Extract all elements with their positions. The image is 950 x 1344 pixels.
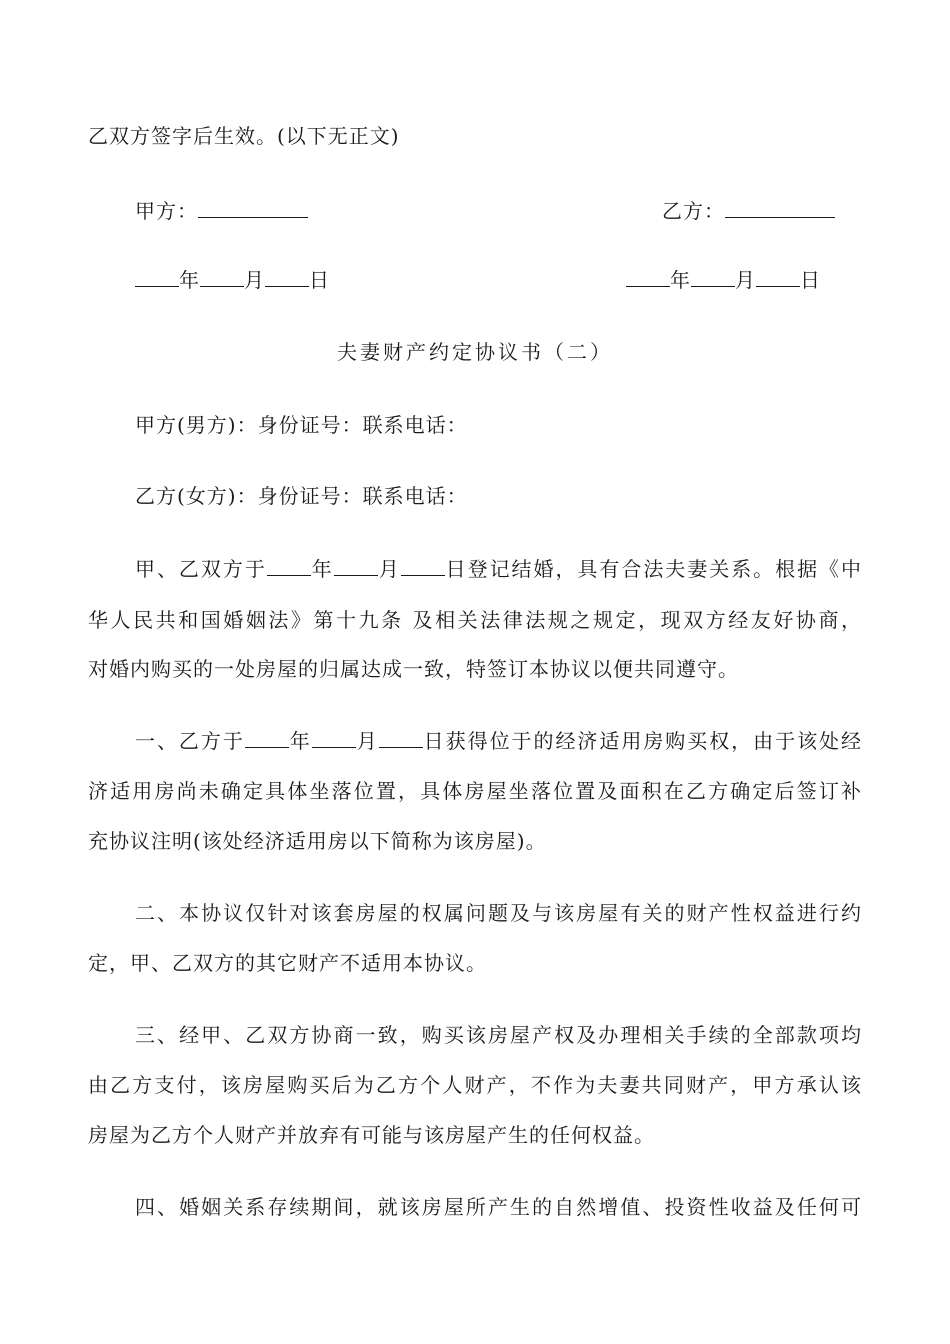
date-blank	[200, 266, 244, 287]
party-b-signature-blank	[725, 197, 835, 218]
date-blank	[334, 555, 378, 576]
party-b-date	[626, 266, 821, 294]
paragraph-1-line-1	[135, 555, 862, 583]
party-b-signature	[662, 197, 835, 225]
year-label: 年	[670, 268, 691, 292]
text-segment: 一、乙方于	[135, 729, 245, 753]
date-blank	[691, 266, 735, 287]
date-blank	[135, 266, 179, 287]
paragraph-4-line-2: 由乙方支付，该房屋购买后为乙方个人财产，不作为夫妻共同财产，甲方承认该	[88, 1073, 862, 1097]
party-a-date	[135, 266, 330, 294]
party-a-signature-blank	[198, 197, 308, 218]
day-label: 日	[800, 268, 821, 292]
date-blank	[267, 555, 311, 576]
closing-line: 乙双方签字后生效。(以下无正文)	[88, 124, 400, 148]
month-label: 月	[244, 268, 265, 292]
month-label: 月	[735, 268, 756, 292]
date-blank	[265, 266, 309, 287]
text-segment: 日登记结婚，具有合法夫妻关系。根据《中	[444, 557, 863, 581]
text-segment: 月	[377, 557, 401, 581]
party-b-signature-label: 乙方：	[662, 199, 725, 223]
paragraph-4-line-1: 三、经甲、乙双方协商一致，购买该房屋产权及办理相关手续的全部款项均	[135, 1023, 862, 1047]
party-b-info: 乙方(女方)：身份证号：联系电话：	[135, 484, 468, 508]
date-blank	[379, 727, 423, 748]
text-segment: 甲、乙双方于	[135, 557, 267, 581]
text-segment: 年	[310, 557, 334, 581]
date-blank	[245, 727, 289, 748]
paragraph-1-line-3: 对婚内购买的一处房屋的归属达成一致，特签订本协议以便共同遵守。	[88, 657, 739, 681]
party-a-signature-label: 甲方：	[135, 199, 198, 223]
document-title: 夫妻财产约定协议书（二）	[337, 340, 613, 364]
date-blank	[626, 266, 670, 287]
paragraph-2-line-2: 济适用房尚未确定具体坐落位置，具体房屋坐落位置及面积在乙方确定后签订补	[88, 779, 862, 803]
paragraph-3-line-2: 定，甲、乙双方的其它财产不适用本协议。	[88, 951, 487, 975]
text-segment: 月	[355, 729, 379, 753]
paragraph-4-line-3: 房屋为乙方个人财产并放弃有可能与该房屋产生的任何权益。	[88, 1123, 655, 1147]
paragraph-5-line-1: 四、婚姻关系存续期间，就该房屋所产生的自然增值、投资性收益及任何可	[135, 1195, 862, 1219]
paragraph-3-line-1: 二、本协议仅针对该套房屋的权属问题及与该房屋有关的财产性权益进行约	[135, 901, 862, 925]
day-label: 日	[309, 268, 330, 292]
date-blank	[312, 727, 356, 748]
party-a-info: 甲方(男方)：身份证号：联系电话：	[135, 413, 468, 437]
paragraph-2-line-3: 充协议注明(该处经济适用房以下简称为该房屋)。	[88, 829, 547, 853]
text-segment: 日获得位于的经济适用房购买权，由于该处经	[422, 729, 863, 753]
date-blank	[756, 266, 800, 287]
date-blank	[401, 555, 445, 576]
paragraph-1-line-2: 华人民共和国婚姻法》第十九条 及相关法律法规之规定，现双方经友好协商，	[88, 608, 862, 632]
paragraph-2-line-1	[135, 727, 862, 755]
text-segment: 年	[288, 729, 312, 753]
year-label: 年	[179, 268, 200, 292]
party-a-signature	[135, 197, 308, 225]
